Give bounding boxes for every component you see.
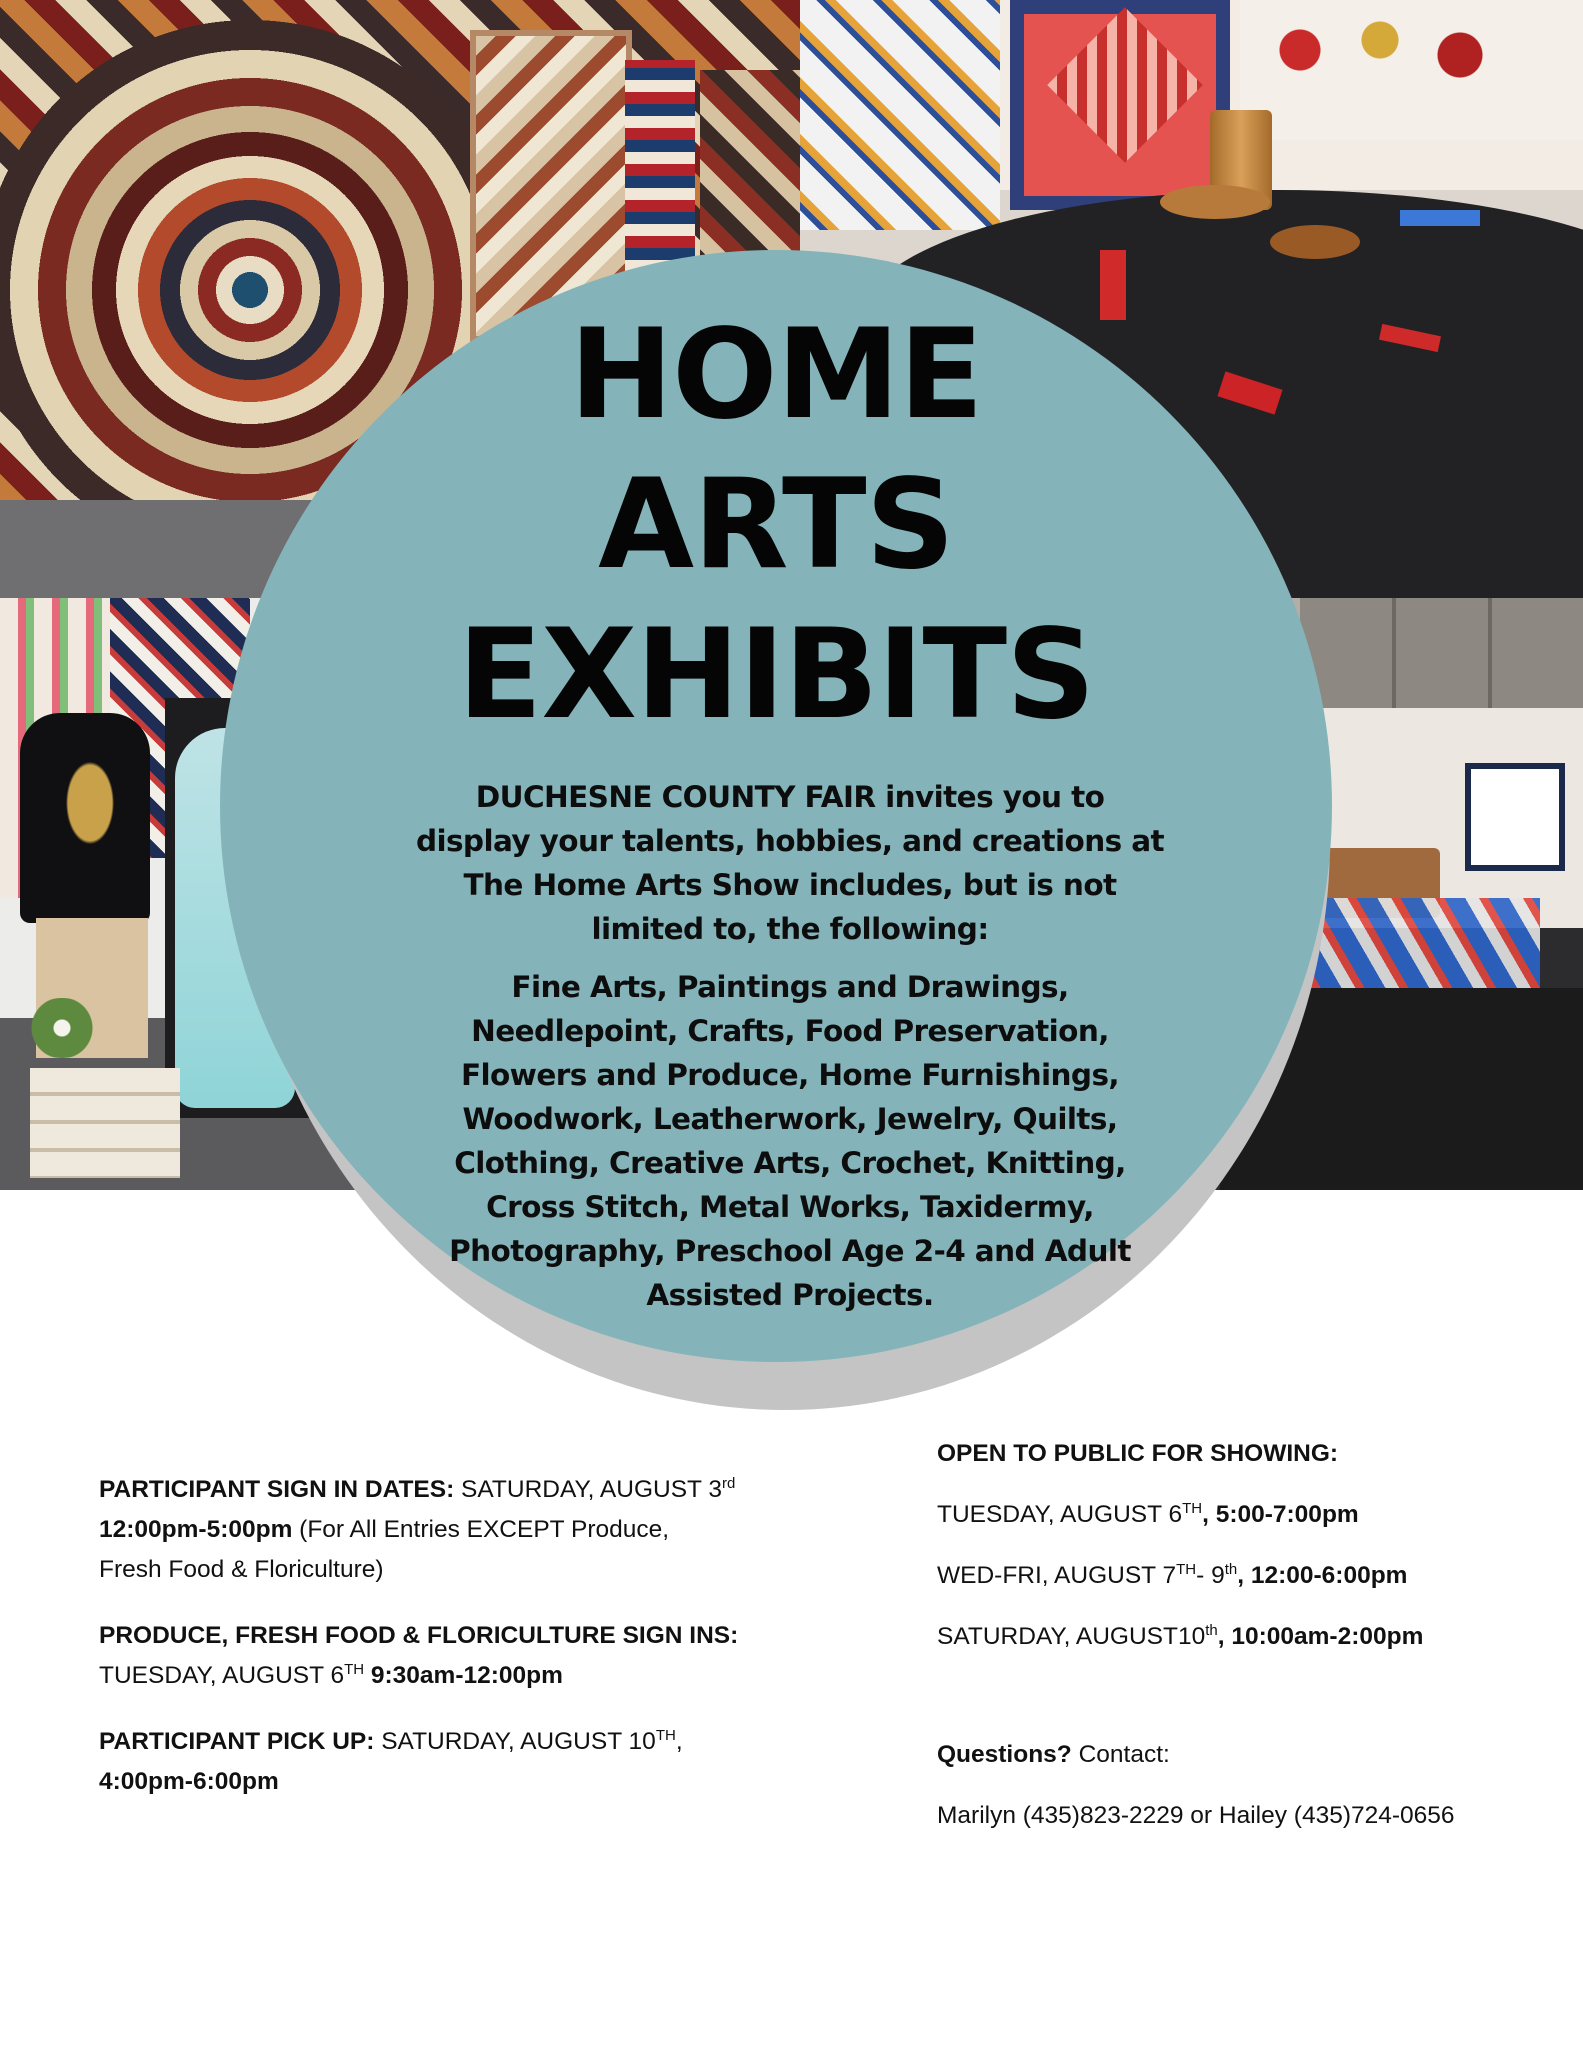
sign-in-date: SATURDAY, AUGUST 3 — [454, 1476, 723, 1503]
date-suffix: th — [1205, 1621, 1218, 1639]
date-suffix: rd — [722, 1474, 736, 1492]
award-ribbon — [1400, 210, 1480, 226]
framed-artwork — [1465, 763, 1565, 871]
category-line: Clothing, Creative Arts, Crochet, Knitting, — [454, 1146, 1126, 1180]
date-suffix: TH — [1182, 1499, 1203, 1517]
pick-up-time: 4:00pm-6:00pm — [99, 1768, 279, 1795]
category-line: Flowers and Produce, Home Furnishings, — [460, 1058, 1120, 1092]
flower-vase — [22, 998, 102, 1058]
hanging-quilt — [1240, 0, 1583, 140]
contact-details: Marilyn (435)823-2229 or Hailey (435)724-0656 — [937, 1802, 1455, 1829]
categories-text — [400, 965, 1180, 1317]
showing-row — [937, 1556, 1557, 1596]
cabinets — [1300, 598, 1583, 708]
showing-date: - 9 — [1196, 1562, 1225, 1589]
intro-line: display your talents, hobbies, and creations at — [415, 824, 1165, 858]
date-suffix: th — [1224, 1560, 1238, 1578]
pick-up-comma: , — [675, 1728, 683, 1755]
wooden-crate — [30, 1068, 180, 1178]
showing-time: , 10:00am-2:00pm — [1217, 1623, 1424, 1650]
sign-in-note: (For All Entries EXCEPT Produce, — [292, 1516, 670, 1543]
sign-in-dates — [99, 1470, 759, 1590]
participant-info — [99, 1470, 759, 1828]
public-showing-label: OPEN TO PUBLIC FOR SHOWING: — [937, 1440, 1339, 1467]
pick-up-label: PARTICIPANT PICK UP: — [99, 1728, 375, 1755]
date-suffix: TH — [344, 1660, 365, 1678]
date-suffix: TH — [655, 1726, 676, 1744]
showing-time: , 12:00-6:00pm — [1237, 1562, 1408, 1589]
intro-line: DUCHESNE COUNTY FAIR invites you to — [475, 780, 1105, 814]
showing-row — [937, 1617, 1557, 1657]
showing-time: , 5:00-7:00pm — [1202, 1501, 1359, 1528]
sign-in-label: PARTICIPANT SIGN IN DATES: — [99, 1476, 455, 1503]
contact-label: Contact: — [1071, 1741, 1170, 1768]
title-line: EXHIBITS — [457, 603, 1095, 747]
category-line: Fine Arts, Paintings and Drawings, — [511, 970, 1069, 1004]
questions-label: Questions? — [937, 1741, 1072, 1768]
pick-up-date: SATURDAY, AUGUST 10 — [374, 1728, 656, 1755]
jacket-mannequin — [20, 713, 150, 923]
sign-in-time: 12:00pm-5:00pm — [99, 1516, 293, 1543]
produce-time: 9:30am-12:00pm — [364, 1662, 563, 1689]
showing-row — [937, 1495, 1557, 1535]
category-line: Assisted Projects. — [646, 1278, 934, 1312]
hanging-quilt — [800, 0, 1000, 230]
showing-date: TUESDAY, AUGUST 6 — [937, 1501, 1183, 1528]
wooden-bowl — [1160, 185, 1270, 219]
sign-in-note: Fresh Food & Floriculture) — [99, 1556, 384, 1583]
produce-sign-ins — [99, 1616, 759, 1696]
date-suffix: TH — [1176, 1560, 1197, 1578]
category-line: Cross Stitch, Metal Works, Taxidermy, — [486, 1190, 1094, 1224]
wooden-bowl — [1270, 225, 1360, 259]
intro-text — [400, 775, 1180, 951]
showing-date: WED-FRI, AUGUST 7 — [937, 1562, 1177, 1589]
title-line: ARTS — [598, 453, 954, 597]
title-line: HOME — [569, 303, 983, 447]
intro-line: limited to, the following: — [591, 912, 989, 946]
public-showing-info — [937, 1434, 1557, 1857]
category-line: Woodwork, Leatherwork, Jewelry, Quilts, — [462, 1102, 1118, 1136]
participant-pick-up — [99, 1722, 759, 1802]
showing-date: SATURDAY, AUGUST10 — [937, 1623, 1206, 1650]
category-line: Photography, Preschool Age 2-4 and Adult — [449, 1234, 1131, 1268]
produce-date: TUESDAY, AUGUST 6 — [99, 1662, 345, 1689]
produce-label: PRODUCE, FRESH FOOD & FLORICULTURE SIGN INS: — [99, 1622, 739, 1649]
category-line: Needlepoint, Crafts, Food Preservation, — [471, 1014, 1109, 1048]
intro-line: The Home Arts Show includes, but is not — [463, 868, 1117, 902]
